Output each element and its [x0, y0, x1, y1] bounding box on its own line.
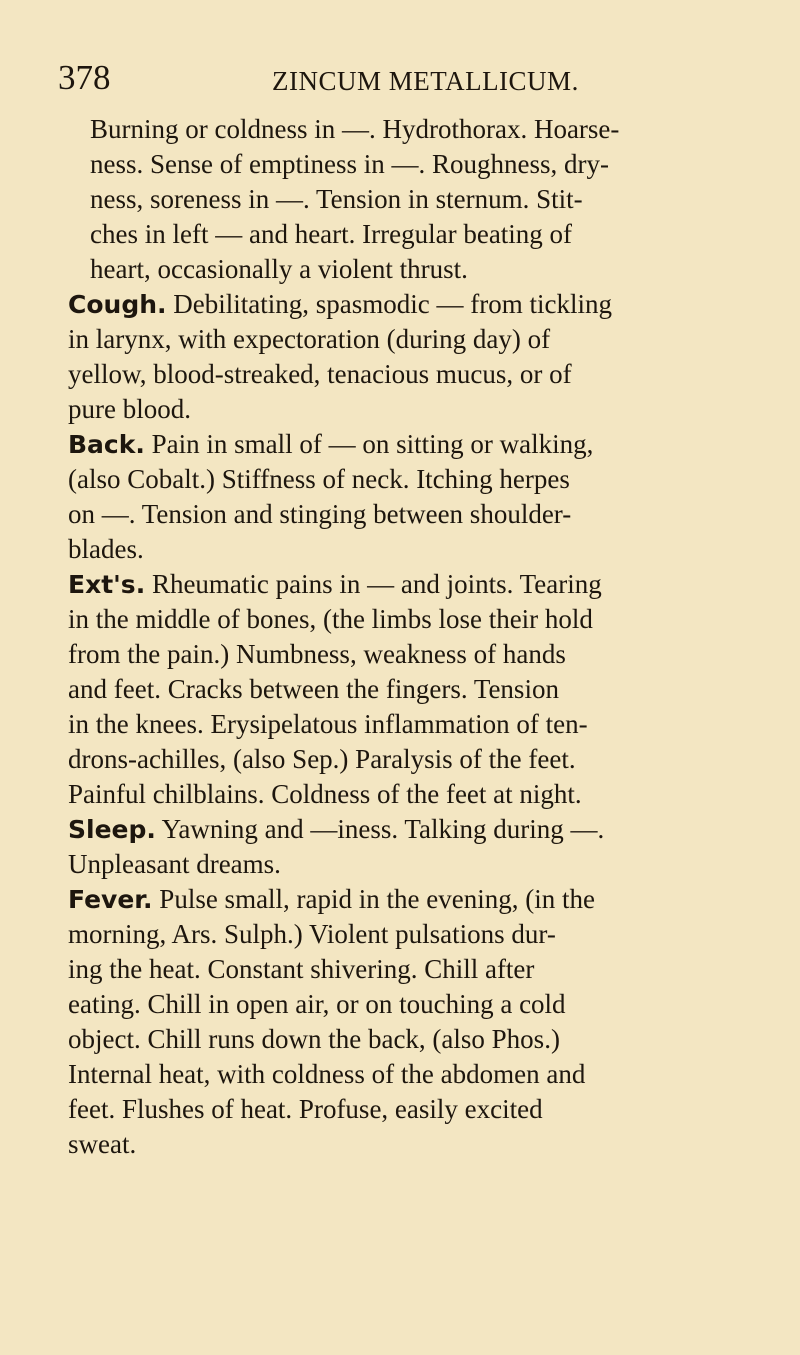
text-line — [68, 567, 778, 602]
continuation-paragraph — [68, 112, 778, 287]
section-sleep — [68, 812, 778, 882]
text-line: ing the heat. Constant shivering. Chill after — [68, 954, 535, 984]
section-heading: Fever. — [68, 885, 153, 914]
section-first-line: Pain in small of — on sitting or walking, — [151, 429, 594, 459]
text-line — [68, 287, 778, 322]
text-line: drons-achilles, (also Sep.) Paralysis of the feet. — [68, 744, 576, 774]
page-header — [0, 58, 800, 98]
text-line: in the middle of bones, (the limbs lose their hold — [68, 604, 593, 634]
section-first-line: Debilitating, spasmodic — from tickling — [173, 289, 612, 319]
section-fever — [68, 882, 778, 1162]
text-line — [68, 427, 778, 462]
text-line: from the pain.) Numbness, weakness of hands — [68, 639, 566, 669]
running-head: ZINCUM METALLICUM. — [272, 66, 579, 96]
text-line: (also Cobalt.) Stiffness of neck. Itching herpes — [68, 464, 570, 494]
text-line: yellow, blood-streaked, tenacious mucus, or of — [68, 359, 572, 389]
text-line: pure blood. — [68, 394, 191, 424]
section-first-line: Rheumatic pains in — and joints. Tearing — [151, 569, 602, 599]
section-heading: Ext's. — [68, 570, 146, 599]
text-line: Painful chilblains. Coldness of the feet at night. — [68, 779, 582, 809]
section-heading: Sleep. — [68, 815, 156, 844]
text-line: blades. — [68, 534, 144, 564]
text-line: in larynx, with expectoration (during day) of — [68, 324, 551, 354]
text-line: ches in left — and heart. Irregular beating of — [90, 219, 573, 249]
page-body — [68, 112, 778, 1162]
section-heading: Cough. — [68, 290, 167, 319]
section-first-line: Yawning and —iness. Talking during —. — [161, 814, 605, 844]
text-line: ness. Sense of emptiness in —. Roughness, dry- — [90, 149, 609, 179]
text-line: and feet. Cracks between the fingers. Tension — [68, 674, 559, 704]
text-line: eating. Chill in open air, or on touching a cold — [68, 989, 566, 1019]
page-number: 378 — [58, 58, 111, 97]
text-line: sweat. — [68, 1129, 137, 1159]
section-first-line: Pulse small, rapid in the evening, (in the — [159, 884, 595, 914]
text-line: object. Chill runs down the back, (also Phos.) — [68, 1024, 560, 1054]
section-cough — [68, 287, 778, 427]
text-line: Internal heat, with coldness of the abdomen and — [68, 1059, 586, 1089]
text-line: feet. Flushes of heat. Profuse, easily excited — [68, 1094, 543, 1124]
text-line: heart, occasionally a violent thrust. — [90, 254, 468, 284]
text-line — [68, 882, 778, 917]
text-line: Unpleasant dreams. — [68, 849, 281, 879]
text-line: on —. Tension and stinging between shoulder- — [68, 499, 572, 529]
section-heading: Back. — [68, 430, 145, 459]
text-line — [68, 812, 778, 847]
text-line: ness, soreness in —. Tension in sternum. Stit- — [90, 184, 583, 214]
text-line: morning, Ars. Sulph.) Violent pulsations dur- — [68, 919, 556, 949]
section-back — [68, 427, 778, 567]
text-line: Burning or coldness in —. Hydrothorax. Hoarse- — [90, 114, 620, 144]
section-extremities — [68, 567, 778, 812]
text-line: in the knees. Erysipelatous inflammation of ten- — [68, 709, 588, 739]
